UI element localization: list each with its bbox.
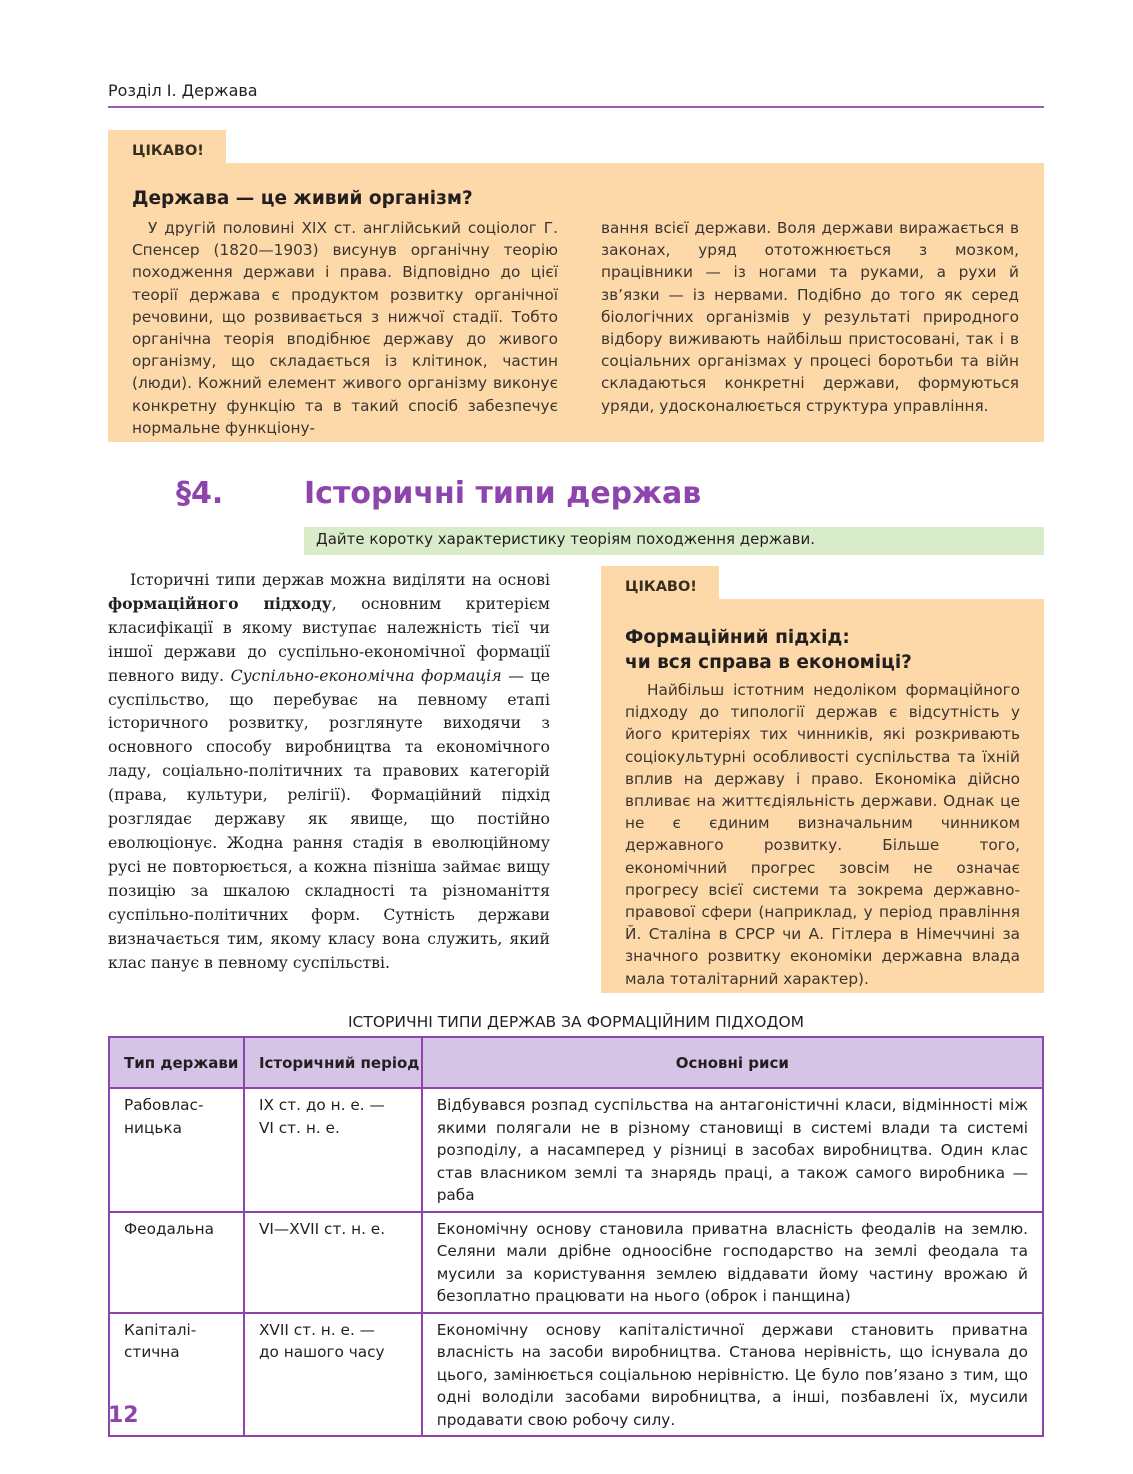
section-title: Історичні типи держав: [304, 476, 702, 511]
box1-text-left: У другій половині XIX ст. англійський соціолог Г. Спенсер (1820—1903) висунув органічну теорію походження держави і права. Відповідно до цієї теорії держава є продуктом розвитку органічної речовини, що розвивається з нижчої стадії. Тобто органічна теорія вподібнює державу до живого організму, що складається із клітинок, частин (люди). Кожний елемент живого організму виконує конкретну функцію та в такий спосіб забезпечує нормальне функціону-: [132, 219, 558, 437]
period-cell: [244, 1313, 422, 1437]
box1-text-right: вання всієї держави. Воля держави виражається в законах, уряд ототожнюється з мозком, працівники — із ногами та руками, а рухи й зв’язки — із нервами. Подібно до того як серед біологічних організмів у результаті природного відбору виживають найбільш пристосовані, так і в соціальних організмах у процесі боротьби та війн складаються конкретні держави, формуються уряди, удосконалюється структура управління.: [601, 219, 1019, 415]
period-line-1: XVII ст. н. е. —: [258, 1320, 375, 1339]
type-cell: [109, 1088, 244, 1212]
interesting-tab-1: ЦІКАВО!: [108, 130, 226, 164]
table-row: [109, 1212, 1043, 1313]
term-formation-approach: формаційного підходу: [108, 593, 332, 613]
term-socio-economic-formation: Суспільно-економічна формація: [230, 665, 502, 685]
main-text-part-2: , основним критерієм класифікації в якому виступає належність тієї чи іншої держави до суспільно-економічної формації певного виду.: [108, 593, 550, 685]
box2-text: Найбільш істотним недоліком формаційного підходу до типології держав є відсутність у його критеріях тих чинників, які розкривають соціокультурні особливості суспільства та їхній вплив на державу і право. Економіка дійсно впливає на життєдіяльність держави. Однак це не є єдиним визначальним чинником державного розвитку. Більше того, економічний прогрес зовсім не означає прогресу всієї системи та зокрема державно-правової сфери (наприклад, у період правління Й. Сталіна в СРСР чи А. Гітлера в Німеччині за значного розвитку економіки державна влада мала тоталітарний характер).: [625, 681, 1020, 988]
main-text-part-3: — це суспільство, що перебуває на певному етапі історичного розвитку, розглянуте виходячи з основного способу виробництва та економічного ладу, соціально-політичних та правових категорій (права, культури, релігії). Формаційний підхід розглядає державу як явище, що постійно еволюціонує. Жодна рання стадія в еволюційному русі не повторюється, а кожна пізніша займає вищу позицію за шкалою складності та різноманіття суспільно-політичних форм. Сутність держави визначається тим, якому класу вона служить, який клас панує в певному суспільстві.: [108, 665, 550, 972]
table-caption: ІСТОРИЧНІ ТИПИ ДЕРЖАВ ЗА ФОРМАЦІЙНИМ ПІДХОДОМ: [347, 1013, 805, 1031]
main-paragraph: [108, 568, 550, 974]
header-rule: [108, 106, 1044, 108]
features-cell: Відбувався розпад суспільства на антагоністичні класи, відмінності між якими полягали не в різному становищі в системі влади та системі розподілу, а насамперед у різниці в засобах виробництва. Один клас став власником землі та знарядь праці, а також самого виробника — раба: [422, 1088, 1043, 1212]
type-line-1: Капіталі-: [124, 1320, 197, 1339]
header-type: Тип держави: [109, 1037, 244, 1088]
page-number: 12: [108, 1403, 139, 1428]
interesting-box-2: [601, 599, 1044, 993]
type-line-2: ницька: [124, 1118, 182, 1137]
box2-title: [625, 625, 912, 675]
period-line-1: IX ст. до н. е. —: [258, 1096, 385, 1114]
box2-title-line-1: Формаційний підхід:: [625, 627, 850, 648]
type-cell: [109, 1212, 244, 1313]
review-question: Дайте коротку характеристику теоріям походження держави.: [304, 527, 1044, 555]
table-row: [109, 1313, 1043, 1437]
period-line-2: до нашого часу: [258, 1343, 385, 1361]
period-line-1: VI—XVII ст. н. е.: [258, 1219, 386, 1238]
box2-title-line-2: чи вся справа в економіці?: [625, 652, 912, 673]
state-types-table: [108, 1036, 1044, 1437]
type-line-1: Феодальна: [124, 1219, 215, 1238]
period-cell: [244, 1088, 422, 1212]
type-line-1: Рабовлас-: [124, 1096, 204, 1114]
type-line-2: стична: [124, 1343, 180, 1361]
period-cell: [244, 1212, 422, 1313]
interesting-tab-2: ЦІКАВО!: [601, 566, 719, 600]
interesting-box-1: [108, 163, 1044, 442]
header-period: Історичний період: [244, 1037, 422, 1088]
section-number: §4.: [176, 476, 224, 511]
period-line-2: VI ст. н. е.: [258, 1118, 340, 1137]
header-features: Основні риси: [422, 1037, 1043, 1088]
main-text-part-1: Історичні типи держав можна виділяти на основі: [130, 570, 550, 589]
features-cell: Економічну основу становила приватна власність феодалів на землю. Селяни мали дрібне одноосібне господарство на землі феодала та мусили за користування землею віддавати йому частину врожаю й безоплатно працювати на нього (оброк і панщина): [422, 1212, 1043, 1313]
box1-title: Держава — це живий організм?: [132, 188, 473, 209]
features-cell: Економічну основу капіталістичної держави становить приватна власність на засоби виробництва. Станова нерівність, що існувала до цього, замінюється соціальною нерівністю. Це було пов’язано з тим, що одні володіли засобами виробництва, а інші, позбавлені їх, мусили продавати свою робочу силу.: [422, 1313, 1043, 1437]
table-row: [109, 1088, 1043, 1212]
table-header-row: [109, 1037, 1043, 1088]
section-header-text: Розділ І. Держава: [108, 81, 258, 100]
